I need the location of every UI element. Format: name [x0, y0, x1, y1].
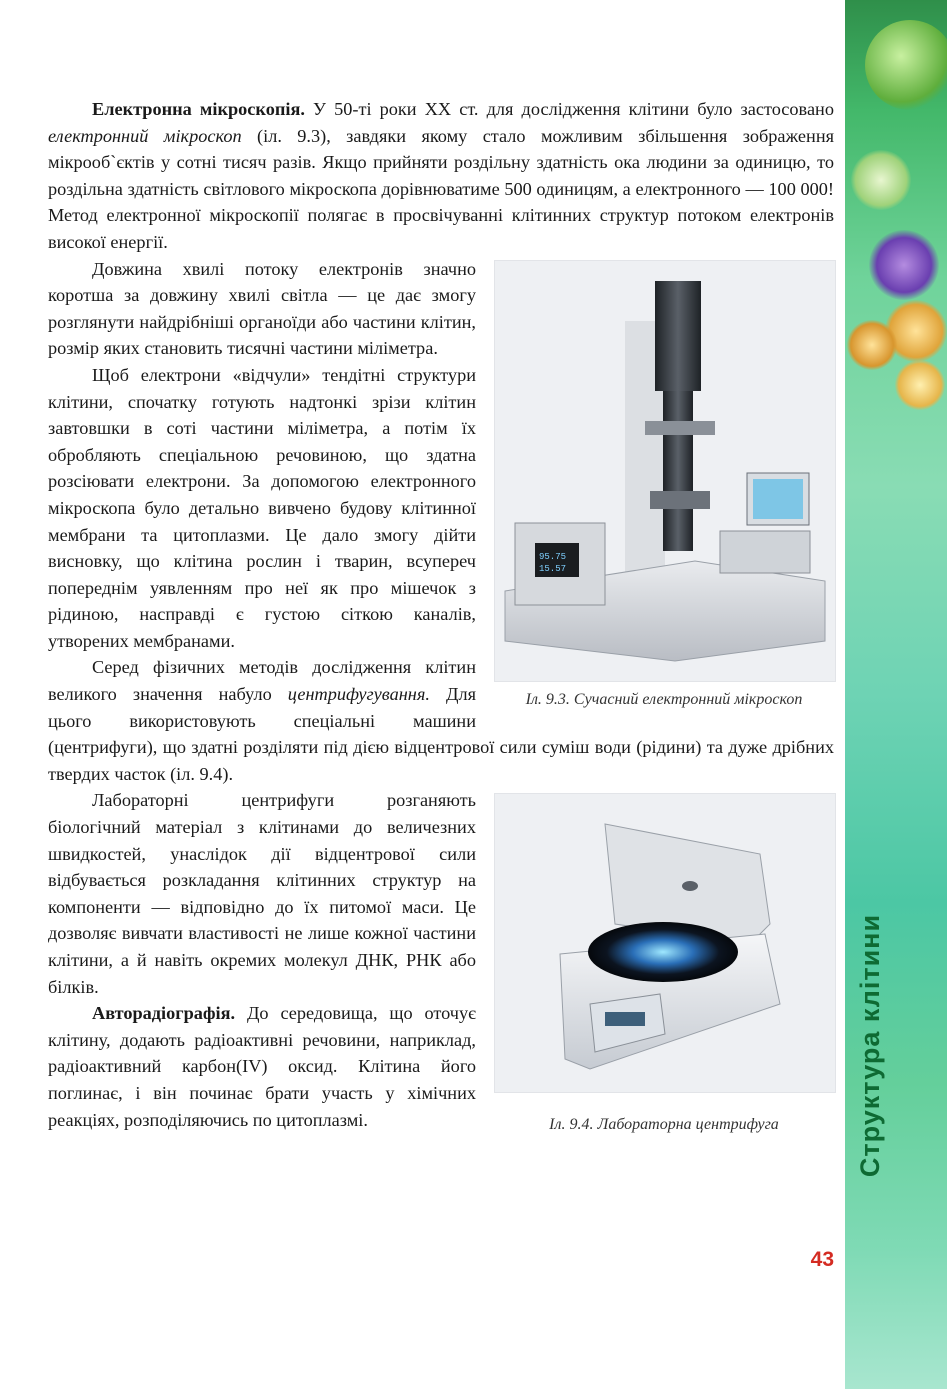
term-centrifugation: центрифугування.: [287, 684, 430, 705]
paragraph-lab-centrifuges: Лабораторні центрифуги розганяють біологічний матеріал з клітинами до величезних швидкостей, унаслідок дії відцентрової сили відбувається розкладання клітинних структур на компоненти — відповідно до їх питомої маси. Це дозволяє вивчати властивості не лише кожної частини клітини, а й навіть окремих молекул ДНК, РНК або білків.: [48, 790, 476, 997]
figure-caption-9-3: Іл. 9.3. Сучасний електронний мікроскоп: [525, 690, 803, 708]
screen-readout: 15.57: [539, 563, 567, 574]
figure-centrifuge: [494, 793, 834, 1134]
paragraph-thin-sections: Щоб електрони «відчули» тендітні структури клітини, спочатку готують надтонкі зрізи клітин завтовшки в соті частини міліметра, а потім їх обробляють спеціальною речовиною, що здатна розсіювати електрони. За допомогою електронного мікроскопа було детально вивчено будову клітинної мембрани та цитоплазми. Це дало змогу дійти висновку, що клітина рослин і тварин, всупереч попереднім уявленням про неї як про мішечок з рідиною, насправді є густою сіткою каналів, утворених мембранами.: [48, 364, 476, 651]
paragraph-electron-microscopy: [48, 96, 834, 256]
chapter-side-title: [848, 890, 894, 1200]
electron-microscope-illustration: [495, 261, 835, 681]
text-run: (іл. 9.3), завдяки якому стало можливим збільшення зображення мікрооб`єктів у сотні тисяч разів. Якщо прийняти роздільну здатність ока людини за одиницю, то роздільна здатність світлового мікроскопа дорівнюватиме 500 одиницям, а електронного — 100 000! Метод електронної мікроскопії полягає в просвічуванні клітинних структур потоком електронів високої енергії.: [48, 125, 835, 252]
figure-electron-microscope: [494, 260, 834, 709]
text-run: У 50-ті роки XX ст. для дослідження клітини було застосовано: [304, 99, 834, 119]
heading-electron-microscopy: Електронна мікроскопія.: [92, 99, 305, 119]
page-number: 43: [810, 1248, 834, 1271]
text-run: Серед фізичних методів дослідження клітин великого значення набуло: [48, 657, 476, 705]
electron-microscope-photo: [494, 260, 836, 682]
screen-readout: 95.75: [539, 551, 567, 562]
chapter-side-title-text: Структура клітини: [855, 913, 886, 1177]
centrifuge-photo: [494, 793, 836, 1093]
page-content: [48, 96, 834, 1140]
text-run: Для цього використовують спеціальні машини (центрифуги), що здатні розділяти під дією відцентрової сили суміш води (рідини) та дуже дрібних твердих часток (іл. 9.4).: [48, 684, 834, 784]
centrifuge-illustration: [495, 794, 835, 1092]
figure-caption-9-4: Іл. 9.4. Лабораторна центрифуга: [549, 1116, 779, 1134]
term-electron-microscope: електронний мікроскоп: [48, 125, 242, 146]
text-run: До середовища, що оточує клітину, додають радіоактивні речовини, наприклад, радіоактивний карбон(IV) оксид. Клітина його поглинає, і він починає брати участь у хімічних реакціях, розподіляючись по цитоплазмі.: [48, 1003, 476, 1130]
paragraph-wavelength: Довжина хвилі потоку електронів значно коротша за довжину хвилі світла — це дає змогу розглянути найдрібніші органоїди або частини клітин, розмір яких становить тисячні частини міліметра.: [48, 258, 476, 359]
heading-autoradiography: Авторадіографія.: [92, 1003, 236, 1024]
